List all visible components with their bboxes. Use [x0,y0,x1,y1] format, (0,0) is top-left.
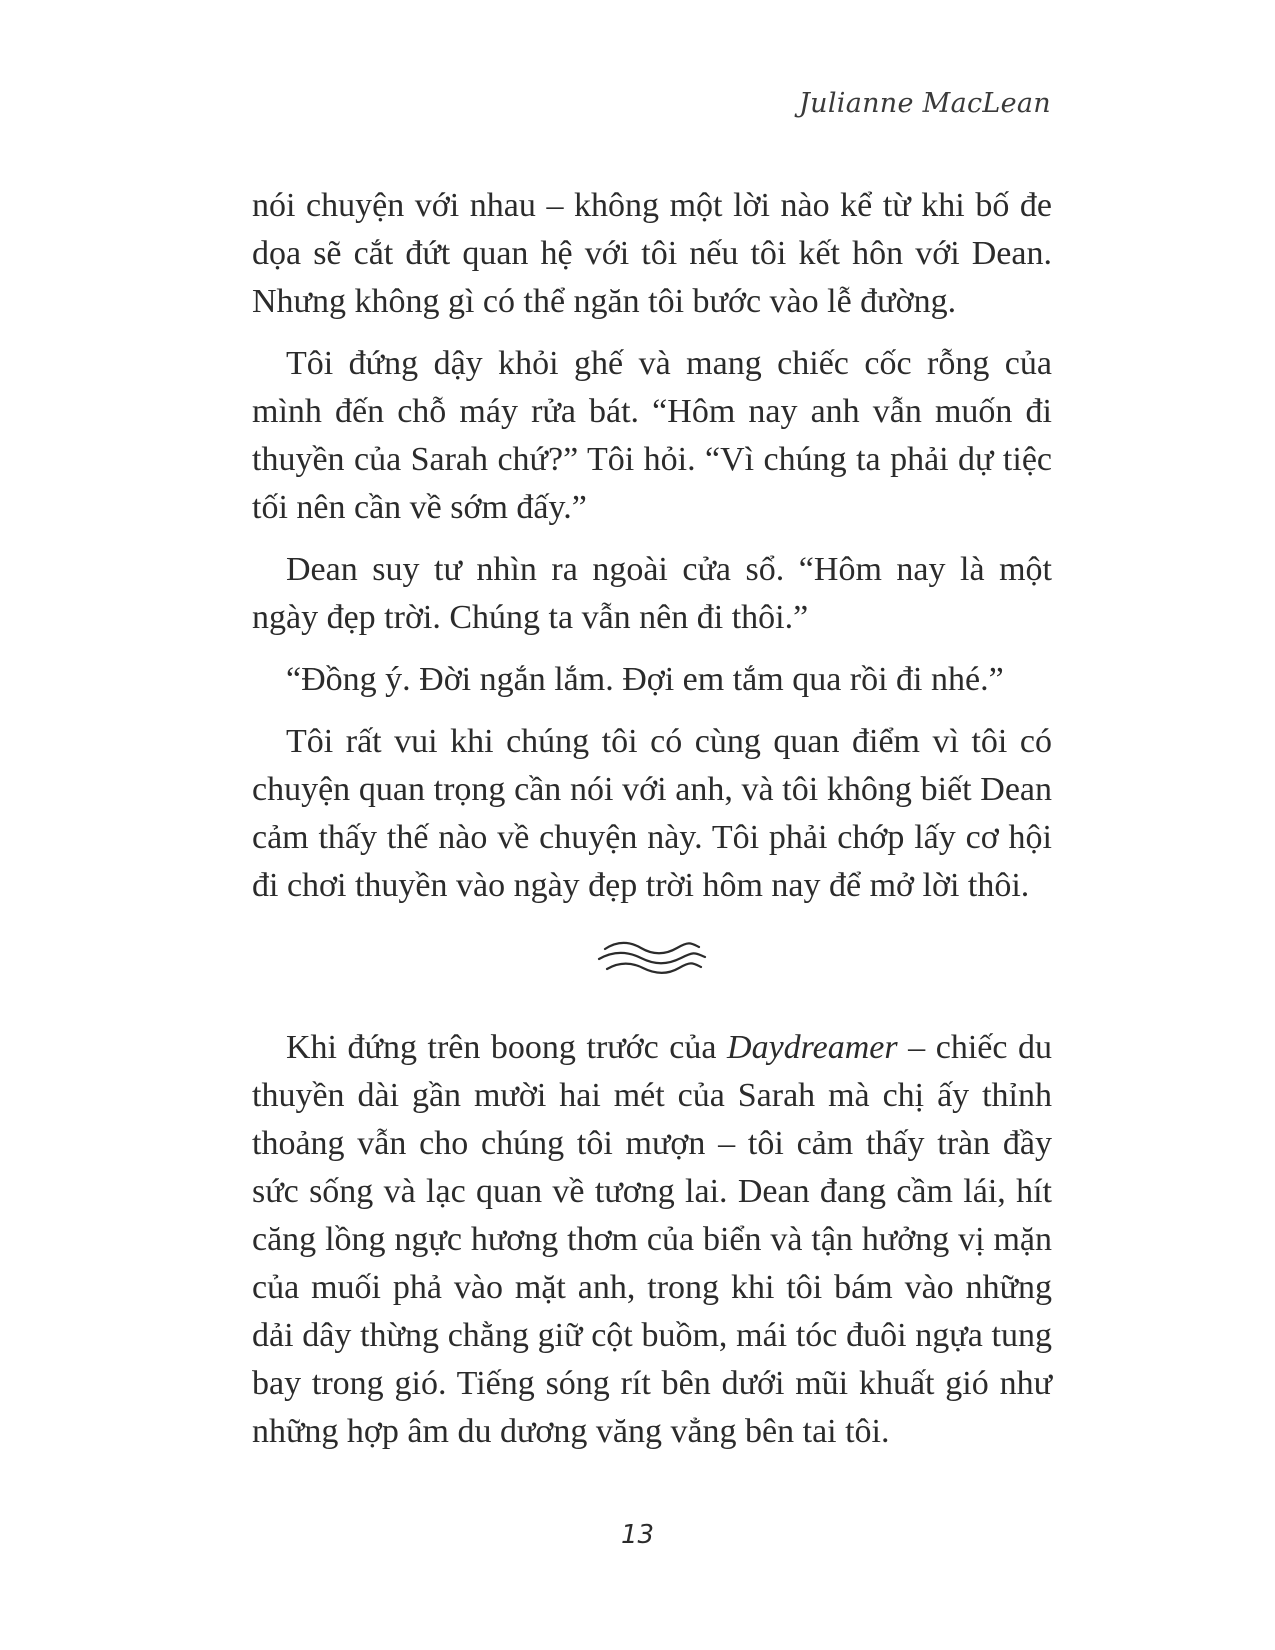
paragraph-4: “Đồng ý. Đời ngắn lắm. Đợi em tắm qua rồi đi nhé.” [286,661,1004,698]
wave-ornament-icon [595,935,710,983]
paragraph-1: nói chuyện với nhau – không một lời nào kể từ khi bố đe dọa sẽ cắt đứt quan hệ với tôi nếu tôi kết hôn với Dean. Nhưng không gì có thể ngăn tôi bước vào lễ đường. [252,187,1052,320]
boat-name: Daydreamer [727,1029,898,1066]
paragraph-6-intro: Khi đứng trên boong trước của [286,1029,728,1066]
paragraph-5: Tôi rất vui khi chúng tôi có cùng quan điểm vì tôi có chuyện quan trọng cần nói với anh, và tôi không biết Dean cảm thấy thế nào về chuyện này. Tôi phải chớp lấy cơ hội đi chơi thuyền vào ngày đẹp trời hôm nay để mở lời thôi. [252,723,1052,904]
paragraph-6-rest: – chiếc du thuyền dài gần mười hai mét của Sarah mà chị ấy thỉnh thoảng vẫn cho chúng tôi mượn – tôi cảm thấy tràn đầy sức sống và lạc quan về tương lai. Dean đang cầm lái, hít căng lồng ngực hương thơm của biển và tận hưởng vị mặn của muối phả vào mặt anh, trong khi tôi bám vào những dải dây thừng chằng giữ cột buồm, mái tóc đuôi ngựa tung bay trong gió. Tiếng sóng rít bên dưới mũi khuất gió như những hợp âm du dương văng vẳng bên tai tôi. [252,1029,1052,1450]
body-text [252,182,1052,1470]
paragraph-2: Tôi đứng dậy khỏi ghế và mang chiếc cốc rỗng của mình đến chỗ máy rửa bát. “Hôm nay anh vẫn muốn đi thuyền của Sarah chứ?” Tôi hỏi. “Vì chúng ta phải dự tiệc tối nên cần về sớm đấy.” [252,345,1052,526]
paragraph-6 [252,1024,1052,1456]
paragraph-3: Dean suy tư nhìn ra ngoài cửa sổ. “Hôm nay là một ngày đẹp trời. Chúng ta vẫn nên đi thôi.” [252,551,1052,636]
section-break [252,924,1052,994]
page-number: 13 [620,1520,655,1550]
running-head-author: Julianne MacLean [799,88,1051,119]
